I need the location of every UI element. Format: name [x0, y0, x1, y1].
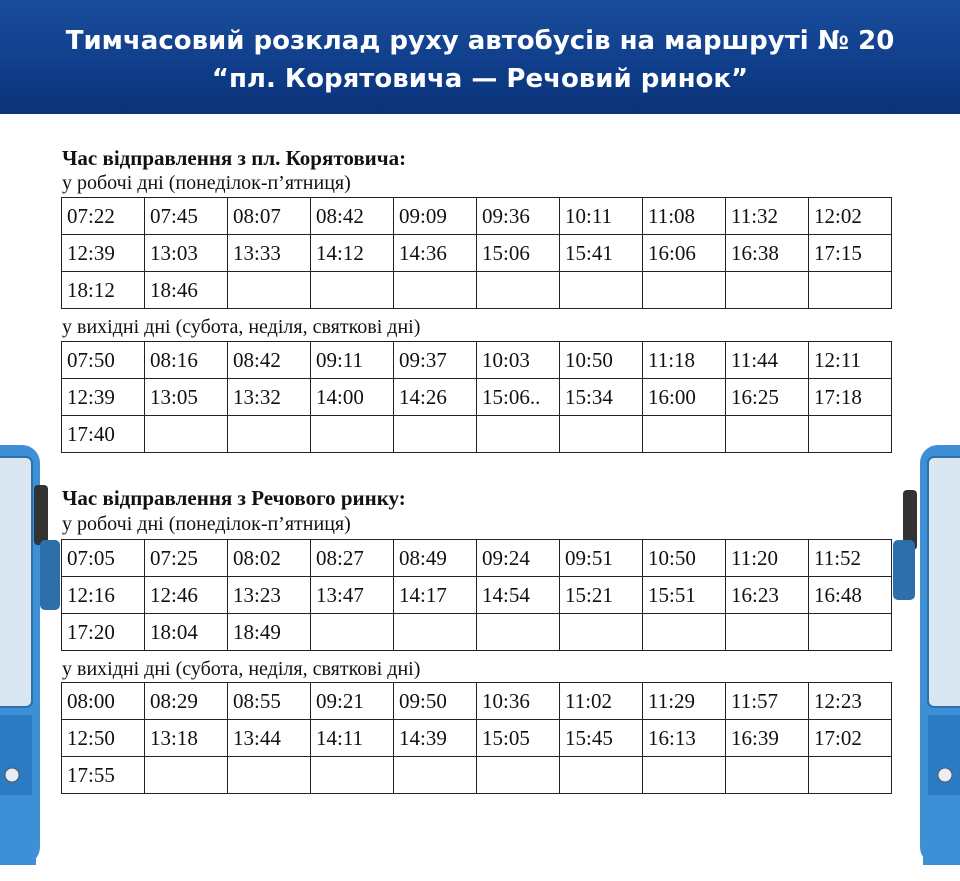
time-cell: 12:39 — [62, 235, 145, 272]
time-cell: 15:06 — [477, 235, 560, 272]
time-cell: 08:00 — [62, 683, 145, 720]
weekends-label: у вихідні дні (субота, неділя, святкові дні) — [62, 658, 421, 680]
table-row — [62, 577, 892, 614]
time-cell: 16:39 — [726, 720, 809, 757]
time-cell — [145, 757, 228, 794]
schedule-table-koriatovycha-weekdays — [61, 197, 892, 309]
time-cell: 16:13 — [643, 720, 726, 757]
time-cell: 11:02 — [560, 683, 643, 720]
weekdays-label: у робочі дні (понеділок-п’ятниця) — [62, 513, 351, 535]
table-row — [62, 614, 892, 651]
time-cell: 09:50 — [394, 683, 477, 720]
time-cell — [477, 757, 560, 794]
time-cell: 07:45 — [145, 198, 228, 235]
time-cell: 08:29 — [145, 683, 228, 720]
time-cell: 12:02 — [809, 198, 892, 235]
time-cell: 08:55 — [228, 683, 311, 720]
table-row — [62, 416, 892, 453]
time-cell: 11:32 — [726, 198, 809, 235]
time-cell — [477, 272, 560, 309]
time-cell: 13:23 — [228, 577, 311, 614]
time-cell — [726, 614, 809, 651]
time-cell: 11:52 — [809, 540, 892, 577]
time-cell: 12:16 — [62, 577, 145, 614]
schedule-table-rynok-weekdays — [61, 539, 892, 651]
section-title-rechovyi-rynok: Час відправлення з Речового ринку: — [62, 486, 406, 510]
time-cell: 16:25 — [726, 379, 809, 416]
time-cell — [394, 757, 477, 794]
time-cell: 16:48 — [809, 577, 892, 614]
time-cell: 11:08 — [643, 198, 726, 235]
time-cell: 07:22 — [62, 198, 145, 235]
time-cell: 15:34 — [560, 379, 643, 416]
time-cell: 08:27 — [311, 540, 394, 577]
page-title: Тимчасовий розклад руху автобусів на маршруті № 20 — [65, 26, 895, 56]
time-cell — [643, 614, 726, 651]
time-cell: 15:51 — [643, 577, 726, 614]
time-cell: 12:23 — [809, 683, 892, 720]
time-cell — [311, 416, 394, 453]
time-cell — [560, 757, 643, 794]
time-cell: 15:45 — [560, 720, 643, 757]
table-row — [62, 272, 892, 309]
time-cell: 08:49 — [394, 540, 477, 577]
time-cell: 10:50 — [643, 540, 726, 577]
time-cell — [228, 416, 311, 453]
time-cell: 07:50 — [62, 342, 145, 379]
time-cell: 13:18 — [145, 720, 228, 757]
time-cell: 15:41 — [560, 235, 643, 272]
time-cell: 13:44 — [228, 720, 311, 757]
time-cell: 09:36 — [477, 198, 560, 235]
table-row — [62, 235, 892, 272]
time-cell — [228, 272, 311, 309]
table-row — [62, 198, 892, 235]
time-cell: 11:20 — [726, 540, 809, 577]
time-cell: 14:36 — [394, 235, 477, 272]
time-cell: 14:26 — [394, 379, 477, 416]
time-cell — [477, 416, 560, 453]
time-cell: 13:33 — [228, 235, 311, 272]
time-cell: 10:03 — [477, 342, 560, 379]
time-cell: 14:00 — [311, 379, 394, 416]
time-cell: 16:38 — [726, 235, 809, 272]
time-cell: 18:12 — [62, 272, 145, 309]
time-cell: 14:12 — [311, 235, 394, 272]
time-cell — [477, 614, 560, 651]
time-cell: 08:02 — [228, 540, 311, 577]
time-cell — [809, 272, 892, 309]
table-row — [62, 379, 892, 416]
time-cell: 17:02 — [809, 720, 892, 757]
time-cell — [394, 416, 477, 453]
time-cell: 15:21 — [560, 577, 643, 614]
time-cell: 14:54 — [477, 577, 560, 614]
time-cell — [809, 614, 892, 651]
time-cell: 12:39 — [62, 379, 145, 416]
time-cell — [311, 757, 394, 794]
table-row — [62, 540, 892, 577]
time-cell: 11:18 — [643, 342, 726, 379]
time-cell: 17:15 — [809, 235, 892, 272]
time-cell — [643, 416, 726, 453]
schedule-table-rynok-weekends — [61, 682, 892, 794]
time-cell: 16:00 — [643, 379, 726, 416]
time-cell: 13:32 — [228, 379, 311, 416]
time-cell — [643, 757, 726, 794]
time-cell — [726, 272, 809, 309]
time-cell: 08:16 — [145, 342, 228, 379]
bus-illustration-left — [0, 445, 60, 875]
time-cell — [726, 416, 809, 453]
header-banner — [0, 0, 960, 114]
time-cell — [560, 614, 643, 651]
time-cell: 15:05 — [477, 720, 560, 757]
time-cell — [311, 614, 394, 651]
time-cell: 14:11 — [311, 720, 394, 757]
time-cell: 09:51 — [560, 540, 643, 577]
time-cell: 17:18 — [809, 379, 892, 416]
time-cell — [394, 614, 477, 651]
time-cell: 14:39 — [394, 720, 477, 757]
time-cell: 17:40 — [62, 416, 145, 453]
time-cell: 10:36 — [477, 683, 560, 720]
table-row — [62, 683, 892, 720]
time-cell: 12:50 — [62, 720, 145, 757]
time-cell: 09:21 — [311, 683, 394, 720]
section-title-koriatovycha: Час відправлення з пл. Корятовича: — [62, 146, 407, 170]
weekdays-label: у робочі дні (понеділок-п’ятниця) — [62, 172, 351, 194]
table-row — [62, 342, 892, 379]
time-cell: 18:46 — [145, 272, 228, 309]
time-cell — [394, 272, 477, 309]
time-cell: 12:46 — [145, 577, 228, 614]
time-cell: 08:42 — [311, 198, 394, 235]
time-cell: 08:42 — [228, 342, 311, 379]
time-cell: 07:05 — [62, 540, 145, 577]
time-cell: 09:11 — [311, 342, 394, 379]
time-cell — [145, 416, 228, 453]
time-cell — [560, 272, 643, 309]
route-name: “пл. Корятовича — Речовий ринок” — [211, 64, 749, 94]
time-cell — [809, 757, 892, 794]
schedule-table-koriatovycha-weekends — [61, 341, 892, 453]
time-cell: 18:04 — [145, 614, 228, 651]
time-cell — [560, 416, 643, 453]
time-cell — [311, 272, 394, 309]
time-cell: 10:50 — [560, 342, 643, 379]
time-cell: 11:29 — [643, 683, 726, 720]
time-cell — [228, 757, 311, 794]
time-cell: 15:06.. — [477, 379, 560, 416]
time-cell: 16:23 — [726, 577, 809, 614]
time-cell: 11:57 — [726, 683, 809, 720]
time-cell — [726, 757, 809, 794]
time-cell: 18:49 — [228, 614, 311, 651]
bus-illustration-right — [893, 445, 960, 875]
time-cell: 09:09 — [394, 198, 477, 235]
time-cell: 09:37 — [394, 342, 477, 379]
time-cell — [643, 272, 726, 309]
weekends-label: у вихідні дні (субота, неділя, святкові дні) — [62, 316, 421, 338]
time-cell: 11:44 — [726, 342, 809, 379]
time-cell: 13:47 — [311, 577, 394, 614]
time-cell: 17:55 — [62, 757, 145, 794]
time-cell: 13:03 — [145, 235, 228, 272]
time-cell: 10:11 — [560, 198, 643, 235]
time-cell: 14:17 — [394, 577, 477, 614]
time-cell: 17:20 — [62, 614, 145, 651]
table-row — [62, 720, 892, 757]
time-cell — [809, 416, 892, 453]
time-cell: 16:06 — [643, 235, 726, 272]
time-cell: 09:24 — [477, 540, 560, 577]
time-cell: 13:05 — [145, 379, 228, 416]
time-cell: 07:25 — [145, 540, 228, 577]
time-cell: 08:07 — [228, 198, 311, 235]
table-row — [62, 757, 892, 794]
time-cell: 12:11 — [809, 342, 892, 379]
